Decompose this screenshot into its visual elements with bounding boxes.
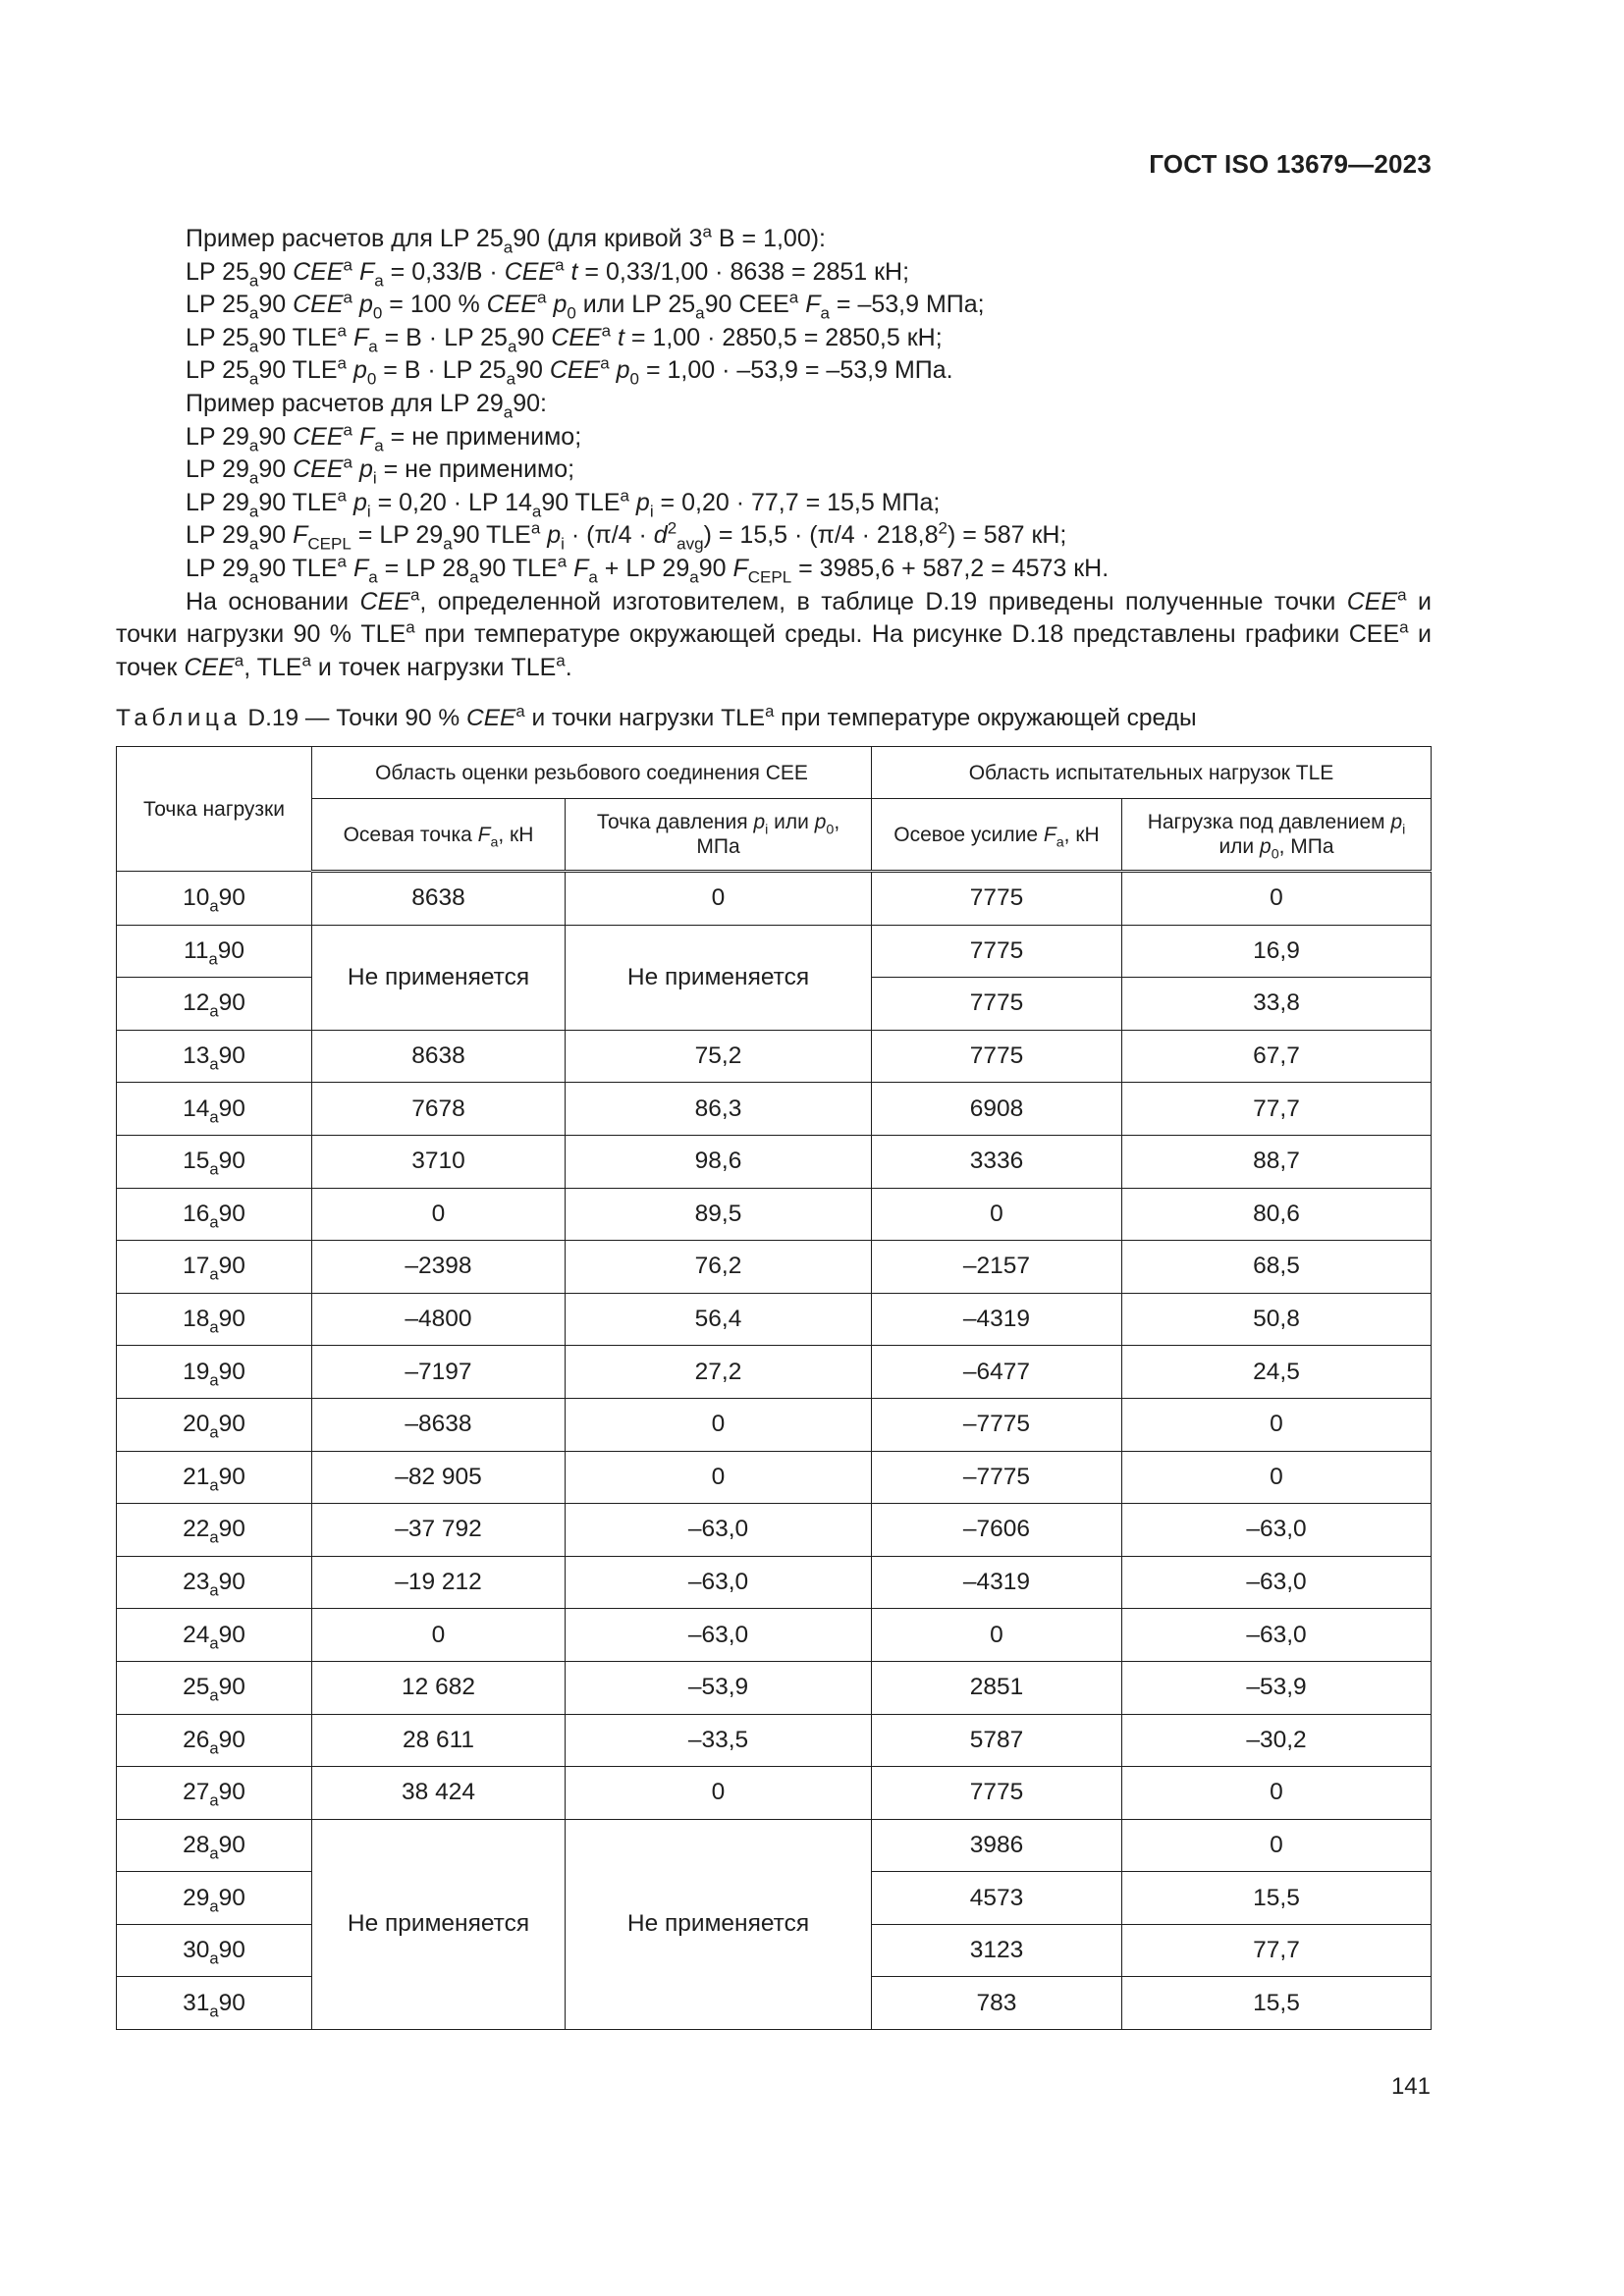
page-number: 141 xyxy=(1390,2073,1431,2100)
cell-cee-axial: –8638 xyxy=(312,1398,566,1451)
cell-cee-pressure: –63,0 xyxy=(566,1504,872,1557)
cell-cee-axial: 3710 xyxy=(312,1135,566,1188)
header-tle-pressure: Нагрузка под давлением $p_i$ или $p_0$, МПа xyxy=(1122,799,1432,872)
cell-cee-pressure: 75,2 xyxy=(566,1030,872,1083)
cell-tle-pressure: 88,7 xyxy=(1122,1135,1432,1188)
table-row xyxy=(117,1135,1432,1188)
cell-load-point: $27_a90$ xyxy=(117,1767,312,1820)
cell-cee-axial: –4800 xyxy=(312,1293,566,1346)
summary-paragraph: На основании CEE$^a$, определенной изготовителем, в таблице D.19 приведены полученные точки CEE$^a$ и точки нагрузки 90 % TLE$^a$ при температуре окружающей среды. На рисунке D.18 представлены графики CEE$^a$ и точек CEE$^a$, TLE$^a$ и точек нагрузки TLE$^a$. xyxy=(116,585,1433,681)
cell-cee-axial: –37 792 xyxy=(312,1504,566,1557)
cell-tle-pressure: 24,5 xyxy=(1122,1346,1432,1399)
cell-cee-pressure: 56,4 xyxy=(566,1293,872,1346)
cell-load-point: $26_a90$ xyxy=(117,1714,312,1767)
cell-tle-axial: –4319 xyxy=(872,1556,1122,1609)
cell-cee-axial: 28 611 xyxy=(312,1714,566,1767)
cell-tle-pressure: –63,0 xyxy=(1122,1504,1432,1557)
cell-cee-pressure: 76,2 xyxy=(566,1241,872,1294)
cell-tle-axial: 2851 xyxy=(872,1661,1122,1714)
cell-tle-axial: 7775 xyxy=(872,872,1122,926)
cell-load-point: $18_a90$ xyxy=(117,1293,312,1346)
cell-tle-pressure: 0 xyxy=(1122,1398,1432,1451)
example-2-line-3: LP $29_a90$ TLE$^a$ $p_i = 0,20$ · LP $14_a90$ TLE$^a$ $p_i = 0,20 \cdot 77,7 = 15,5$ МПа; xyxy=(186,486,941,521)
cell-tle-pressure: 0 xyxy=(1122,1819,1432,1872)
example-2-line-5: LP $29_a90$ TLE$^a$ $F_a$ = LP $28_a90$ TLE$^a$ $F_a$ + LP $29_a90$ $F_{CEPL} = 3985,6 + 587,2 = 4573$ кН. xyxy=(186,552,1110,587)
table-row xyxy=(117,1556,1432,1609)
cell-cee-pressure: –33,5 xyxy=(566,1714,872,1767)
cell-tle-axial: 0 xyxy=(872,1609,1122,1662)
cell-tle-axial: 7775 xyxy=(872,1767,1122,1820)
table-caption-label: Таблица xyxy=(116,705,242,731)
cell-tle-pressure: 15,5 xyxy=(1122,1977,1432,2030)
table-body xyxy=(117,872,1432,2030)
table-row xyxy=(117,1398,1432,1451)
cell-tle-axial: 783 xyxy=(872,1977,1122,2030)
cell-load-point: $12_a90$ xyxy=(117,978,312,1031)
cell-tle-axial: 5787 xyxy=(872,1714,1122,1767)
body-text xyxy=(116,223,1432,684)
table-row xyxy=(117,1293,1432,1346)
cell-tle-axial: 3986 xyxy=(872,1819,1122,1872)
cell-cee-pressure: 0 xyxy=(566,1451,872,1504)
cell-tle-axial: –2157 xyxy=(872,1241,1122,1294)
table-row xyxy=(117,1188,1432,1241)
example-2-line-2: LP $29_a90$ CEE$^a$ $p_i$ = не применимо; xyxy=(186,453,575,488)
cell-tle-axial: –7775 xyxy=(872,1451,1122,1504)
cell-tle-axial: 0 xyxy=(872,1188,1122,1241)
cell-cee-axial: –2398 xyxy=(312,1241,566,1294)
cell-tle-pressure: 68,5 xyxy=(1122,1241,1432,1294)
cell-tle-pressure: –63,0 xyxy=(1122,1609,1432,1662)
cell-cee-axial: –7197 xyxy=(312,1346,566,1399)
cell-cee-pressure-not-applicable: Не применяется xyxy=(566,925,872,1030)
cell-tle-pressure: 0 xyxy=(1122,872,1432,926)
cell-tle-axial: 3123 xyxy=(872,1924,1122,1977)
cell-tle-axial: 4573 xyxy=(872,1872,1122,1925)
example-2-line-1: LP $29_a90$ CEE$^a$ $F_a$ = не применимо; xyxy=(186,420,582,455)
example-1-line-3: LP $25_a90$ TLE$^a$ $F_a = B$ · LP $25_a90$ CEE$^a$ t = 1,00 · 2850,5 = 2850,5 кН; xyxy=(186,321,943,356)
cell-cee-axial: 38 424 xyxy=(312,1767,566,1820)
header-cee-axial: Осевая точка $F_a$, кН xyxy=(312,799,566,872)
example-1-line-1: LP $25_a90$ CEE$^a$ $F_a = 0,33/B \cdot CEE^a$ t = 0,33/1,00 · 8638 = 2851 кН; xyxy=(186,255,910,291)
cell-load-point: $21_a90$ xyxy=(117,1451,312,1504)
table-row xyxy=(117,1083,1432,1136)
cell-cee-axial: 7678 xyxy=(312,1083,566,1136)
cell-cee-axial: 0 xyxy=(312,1609,566,1662)
cell-tle-axial: 7775 xyxy=(872,978,1122,1031)
cell-load-point: $22_a90$ xyxy=(117,1504,312,1557)
cell-load-point: $13_a90$ xyxy=(117,1030,312,1083)
cell-load-point: $15_a90$ xyxy=(117,1135,312,1188)
cell-load-point: $17_a90$ xyxy=(117,1241,312,1294)
header-cee-pressure: Точка давления $p_i$ или $p_0$, МПа xyxy=(566,799,872,872)
table-row xyxy=(117,1241,1432,1294)
cell-tle-pressure: 77,7 xyxy=(1122,1083,1432,1136)
cell-cee-axial: 12 682 xyxy=(312,1661,566,1714)
cell-load-point: $23_a90$ xyxy=(117,1556,312,1609)
table-row xyxy=(117,1661,1432,1714)
cell-load-point: $20_a90$ xyxy=(117,1398,312,1451)
cell-cee-pressure: –53,9 xyxy=(566,1661,872,1714)
cell-tle-pressure: 67,7 xyxy=(1122,1030,1432,1083)
cell-cee-pressure: 89,5 xyxy=(566,1188,872,1241)
load-points-table xyxy=(116,746,1432,2030)
cell-tle-pressure: 15,5 xyxy=(1122,1872,1432,1925)
header-load-point: Точка нагрузки xyxy=(117,747,312,872)
cell-load-point: $16_a90$ xyxy=(117,1188,312,1241)
table-row xyxy=(117,1609,1432,1662)
cell-tle-axial: 7775 xyxy=(872,1030,1122,1083)
cell-cee-axial: –82 905 xyxy=(312,1451,566,1504)
example-2-line-4: LP $29_a90$ $F_{CEPL}$ = LP $29_a90$ TLE$^a$ $p_i \cdot (\pi/4 \cdot d^2_{avg}) = 15,5 \cdot (\pi/4 \cdot 218,8^2) = 587$ кН; xyxy=(186,519,1067,554)
cell-cee-pressure-not-applicable: Не применяется xyxy=(566,1819,872,2029)
cell-tle-pressure: 80,6 xyxy=(1122,1188,1432,1241)
cell-load-point: $19_a90$ xyxy=(117,1346,312,1399)
cell-load-point: $30_a90$ xyxy=(117,1924,312,1977)
cell-tle-axial: 3336 xyxy=(872,1135,1122,1188)
cell-cee-axial: –19 212 xyxy=(312,1556,566,1609)
table-row xyxy=(117,1451,1432,1504)
cell-load-point: $14_a90$ xyxy=(117,1083,312,1136)
table-caption xyxy=(116,701,1197,732)
cell-tle-axial: –7775 xyxy=(872,1398,1122,1451)
table-row xyxy=(117,925,1432,978)
cell-tle-pressure: –30,2 xyxy=(1122,1714,1432,1767)
cell-load-point: $10_a90$ xyxy=(117,872,312,926)
cell-load-point: $11_a90$ xyxy=(117,925,312,978)
cell-tle-pressure: 33,8 xyxy=(1122,978,1432,1031)
table-row xyxy=(117,1714,1432,1767)
cell-cee-pressure: 86,3 xyxy=(566,1083,872,1136)
cell-load-point: $31_a90$ xyxy=(117,1977,312,2030)
header-group-cee: Область оценки резьбового соединения CEE xyxy=(312,747,872,799)
cell-cee-axial: 0 xyxy=(312,1188,566,1241)
cell-cee-pressure: –63,0 xyxy=(566,1609,872,1662)
example-1-line-4: LP $25_a90$ TLE$^a$ $p_0 = B$ · LP $25_a90$ CEE$^a$ $p_0 = 1,00 \cdot -53,9 = -53,9$ МПа. xyxy=(186,354,953,389)
cell-tle-pressure: 77,7 xyxy=(1122,1924,1432,1977)
document-code: ГОСТ ISO 13679—2023 xyxy=(1149,149,1432,179)
cell-cee-pressure: 98,6 xyxy=(566,1135,872,1188)
cell-tle-axial: 7775 xyxy=(872,925,1122,978)
cell-tle-axial: 6908 xyxy=(872,1083,1122,1136)
cell-cee-axial: 8638 xyxy=(312,1030,566,1083)
table-caption-text: D.19 — Точки 90 % CEE$^a$ и точки нагрузки TLE$^a$ при температуре окружающей среды xyxy=(247,701,1197,731)
cell-tle-axial: –6477 xyxy=(872,1346,1122,1399)
table-row xyxy=(117,1504,1432,1557)
cell-cee-pressure: 0 xyxy=(566,872,872,926)
cell-tle-pressure: 16,9 xyxy=(1122,925,1432,978)
cell-cee-axial-not-applicable: Не применяется xyxy=(312,1819,566,2029)
table-row xyxy=(117,1346,1432,1399)
cell-load-point: $25_a90$ xyxy=(117,1661,312,1714)
cell-cee-pressure: 27,2 xyxy=(566,1346,872,1399)
cell-tle-axial: –4319 xyxy=(872,1293,1122,1346)
example-1-intro: Пример расчетов для LP $25_a90$ (для кривой 3$^a$ B = 1,00): xyxy=(186,222,826,257)
table-row xyxy=(117,872,1432,926)
table-row xyxy=(117,1819,1432,1872)
cell-tle-pressure: 0 xyxy=(1122,1451,1432,1504)
table-row xyxy=(117,1767,1432,1820)
cell-cee-axial-not-applicable: Не применяется xyxy=(312,925,566,1030)
cell-cee-pressure: 0 xyxy=(566,1767,872,1820)
cell-tle-axial: –7606 xyxy=(872,1504,1122,1557)
cell-load-point: $24_a90$ xyxy=(117,1609,312,1662)
cell-tle-pressure: –53,9 xyxy=(1122,1661,1432,1714)
header-tle-axial: Осевое усилие $F_a$, кН xyxy=(872,799,1122,872)
cell-load-point: $28_a90$ xyxy=(117,1819,312,1872)
cell-cee-pressure: 0 xyxy=(566,1398,872,1451)
cell-load-point: $29_a90$ xyxy=(117,1872,312,1925)
example-1-line-2: LP $25_a90$ CEE$^a$ $p_0 = 100$ % CEE$^a$ $p_0$ или LP $25_a90$ CEE$^a$ $F_a = -53,9$ МПа; xyxy=(186,288,985,323)
cell-tle-pressure: 0 xyxy=(1122,1767,1432,1820)
cell-cee-axial: 8638 xyxy=(312,872,566,926)
example-2-intro: Пример расчетов для LP $29_a90$: xyxy=(186,389,547,422)
cell-tle-pressure: –63,0 xyxy=(1122,1556,1432,1609)
cell-tle-pressure: 50,8 xyxy=(1122,1293,1432,1346)
cell-cee-pressure: –63,0 xyxy=(566,1556,872,1609)
header-group-tle: Область испытательных нагрузок TLE xyxy=(872,747,1432,799)
table-row xyxy=(117,1030,1432,1083)
